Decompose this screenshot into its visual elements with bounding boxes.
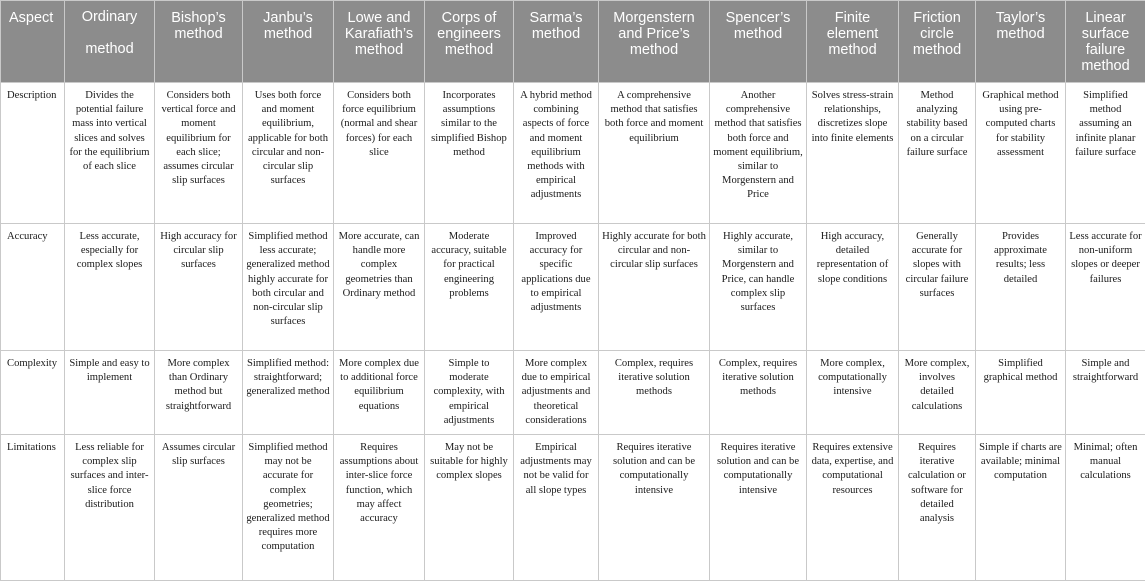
table-cell: A hybrid method combining aspects of force and moment equilibrium methods with empirical adjustments <box>514 83 599 224</box>
table-cell: Considers both vertical force and moment equilibrium for each slice; assumes circular slip surfaces <box>155 83 243 224</box>
table-cell: Moderate accuracy, suitable for practical engineering problems <box>425 224 514 351</box>
table-cell: More complex due to empirical adjustments and theoretical considerations <box>514 351 599 435</box>
table-cell: Considers both force equilibrium (normal and shear forces) for each slice <box>334 83 425 224</box>
table-cell: High accuracy for circular slip surfaces <box>155 224 243 351</box>
table-cell: A comprehensive method that satisfies both force and moment equilibrium <box>599 83 710 224</box>
table-cell: Solves stress-strain relationships, discretizes slope into finite elements <box>807 83 899 224</box>
table-cell: Divides the potential failure mass into vertical slices and solves for the equilibrium of each slice <box>65 83 155 224</box>
table-cell: Requires iterative solution and can be computationally intensive <box>599 435 710 581</box>
row-label-accuracy: Accuracy <box>1 224 65 351</box>
row-label-limitations: Limitations <box>1 435 65 581</box>
table-cell: Highly accurate, similar to Morgenstern and Price, can handle complex slip surfaces <box>710 224 807 351</box>
table-cell: Less accurate, especially for complex slopes <box>65 224 155 351</box>
table-cell: Empirical adjustments may not be valid for all slope types <box>514 435 599 581</box>
header-ordinary-method: Ordinary method <box>65 1 155 83</box>
row-description <box>1 83 1145 224</box>
table-cell: Generally accurate for slopes with circular failure surfaces <box>899 224 976 351</box>
table-cell: Highly accurate for both circular and non-circular slip surfaces <box>599 224 710 351</box>
row-accuracy <box>1 224 1145 351</box>
table-cell: More complex due to additional force equilibrium equations <box>334 351 425 435</box>
table-cell: More complex than Ordinary method but straightforward <box>155 351 243 435</box>
header-morgenstern-price-method: Morgenstern and Price’s method <box>599 1 710 83</box>
header-linear-surface-failure-method: Linear surface failure method <box>1066 1 1145 83</box>
header-friction-circle-method: Friction circle method <box>899 1 976 83</box>
table-cell: Simple and straightforward <box>1066 351 1145 435</box>
table-cell: Simplified method less accurate; generalized method highly accurate for both circular and non-circular slip surfaces <box>243 224 334 351</box>
table-cell: Simplified graphical method <box>976 351 1066 435</box>
table-cell: Requires assumptions about inter-slice force function, which may affect accuracy <box>334 435 425 581</box>
row-limitations <box>1 435 1145 581</box>
header-spencer-method: Spencer’s method <box>710 1 807 83</box>
table-cell: More complex, involves detailed calculations <box>899 351 976 435</box>
row-label-complexity: Complexity <box>1 351 65 435</box>
row-complexity <box>1 351 1145 435</box>
header-lowe-karafiath-method: Lowe and Karafiath’s method <box>334 1 425 83</box>
table-cell: Less accurate for non-uniform slopes or deeper failures <box>1066 224 1145 351</box>
table-cell: Assumes circular slip surfaces <box>155 435 243 581</box>
table-cell: Complex, requires iterative solution methods <box>710 351 807 435</box>
table-cell: Simplified method may not be accurate for complex geometries; generalized method requires more computation <box>243 435 334 581</box>
table-cell: Requires iterative solution and can be computationally intensive <box>710 435 807 581</box>
table-cell: More complex, computationally intensive <box>807 351 899 435</box>
header-janbu-method: Janbu’s method <box>243 1 334 83</box>
table-cell: Simple to moderate complexity, with empirical adjustments <box>425 351 514 435</box>
table-cell: Method analyzing stability based on a circular failure surface <box>899 83 976 224</box>
header-finite-element-method: Finite element method <box>807 1 899 83</box>
header-taylor-method: Taylor’s method <box>976 1 1066 83</box>
table-cell: Requires extensive data, expertise, and computational resources <box>807 435 899 581</box>
table-cell: Uses both force and moment equilibrium, applicable for both circular and non-circular slip surfaces <box>243 83 334 224</box>
table-cell: Simplified method assuming an infinite planar failure surface <box>1066 83 1145 224</box>
header-corps-of-engineers-method: Corps of engineers method <box>425 1 514 83</box>
table-cell: Incorporates assumptions similar to the simplified Bishop method <box>425 83 514 224</box>
table-cell: Complex, requires iterative solution methods <box>599 351 710 435</box>
table-cell: Simplified method: straightforward; generalized method <box>243 351 334 435</box>
header-row <box>1 1 1145 83</box>
table-cell: More accurate, can handle more complex geometries than Ordinary method <box>334 224 425 351</box>
table-cell: Requires iterative calculation or software for detailed analysis <box>899 435 976 581</box>
table-cell: Simple and easy to implement <box>65 351 155 435</box>
table-cell: Graphical method using pre-computed charts for stability assessment <box>976 83 1066 224</box>
table-cell: Improved accuracy for specific applications due to empirical adjustments <box>514 224 599 351</box>
table-cell: Another comprehensive method that satisfies both force and moment equilibrium, similar to Morgenstern and Price <box>710 83 807 224</box>
table-cell: Less reliable for complex slip surfaces and inter-slice force distribution <box>65 435 155 581</box>
header-sarma-method: Sarma’s method <box>514 1 599 83</box>
row-label-description: Description <box>1 83 65 224</box>
table-cell: May not be suitable for highly complex slopes <box>425 435 514 581</box>
table-cell: Minimal; often manual calculations <box>1066 435 1145 581</box>
header-bishop-method: Bishop’s method <box>155 1 243 83</box>
table-cell: High accuracy, detailed representation of slope conditions <box>807 224 899 351</box>
header-aspect: Aspect <box>1 1 65 83</box>
table-cell: Provides approximate results; less detailed <box>976 224 1066 351</box>
table-cell: Simple if charts are available; minimal computation <box>976 435 1066 581</box>
